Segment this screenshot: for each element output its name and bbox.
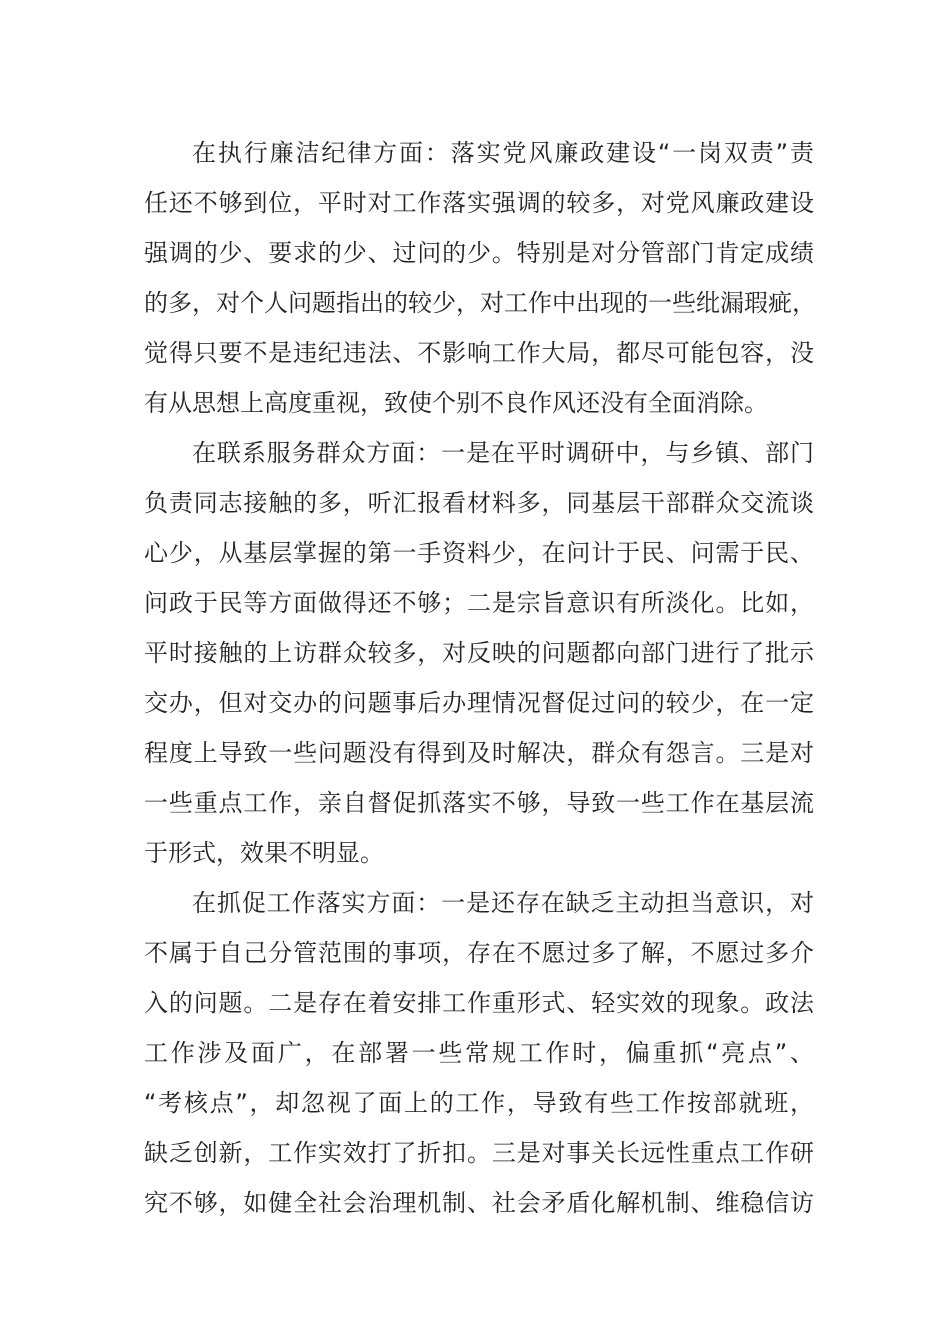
paragraph-line: 在抓促工作落实方面：一是还存在缺乏主动担当意识，对 (192, 889, 814, 917)
paragraph-work-implementation (144, 878, 814, 1228)
paragraph-line: “考核点”，却忽视了面上的工作，导致有些工作按部就班， (144, 1089, 814, 1117)
paragraph-line: 觉得只要不是违纪违法、不影响工作大局，都尽可能包容，没 (144, 339, 814, 367)
document-body (144, 128, 814, 1228)
paragraph-line: 平时接触的上访群众较多，对反映的问题都向部门进行了批示 (144, 639, 814, 667)
paragraph-line: 缺乏创新，工作实效打了折扣。三是对事关长远性重点工作研 (144, 1139, 814, 1167)
paragraph-line: 负责同志接触的多，听汇报看材料多，同基层干部群众交流谈 (144, 489, 814, 517)
paragraph-line: 问政于民等方面做得还不够；二是宗旨意识有所淡化。比如， (144, 589, 814, 617)
paragraph-line: 程度上导致一些问题没有得到及时解决，群众有怨言。三是对 (144, 739, 814, 767)
paragraph-line: 于形式，效果不明显。 (144, 839, 384, 867)
paragraph-line: 强调的少、要求的少、过问的少。特别是对分管部门肯定成绩 (144, 239, 814, 267)
paragraph-line: 在联系服务群众方面：一是在平时调研中，与乡镇、部门 (192, 439, 814, 467)
paragraph-line: 任还不够到位，平时对工作落实强调的较多，对党风廉政建设 (144, 189, 814, 217)
paragraph-line: 在执行廉洁纪律方面：落实党风廉政建设“一岗双责”责 (192, 139, 814, 167)
paragraph-line: 心少，从基层掌握的第一手资料少，在问计于民、问需于民、 (144, 539, 814, 567)
paragraph-line: 工作涉及面广，在部署一些常规工作时，偏重抓“亮点”、 (144, 1039, 814, 1067)
paragraph-line: 不属于自己分管范围的事项，存在不愿过多了解，不愿过多介 (144, 939, 814, 967)
paragraph-line: 究不够，如健全社会治理机制、社会矛盾化解机制、维稳信访 (144, 1189, 814, 1217)
paragraph-line: 的多，对个人问题指出的较少，对工作中出现的一些纰漏瑕疵， (144, 289, 816, 317)
paragraph-line: 有从思想上高度重视，致使个别不良作风还没有全面消除。 (144, 389, 768, 417)
paragraph-line: 交办，但对交办的问题事后办理情况督促过问的较少，在一定 (144, 689, 814, 717)
paragraph-integrity-discipline (144, 128, 814, 428)
paragraph-line: 一些重点工作，亲自督促抓落实不够，导致一些工作在基层流 (144, 789, 814, 817)
paragraph-line: 入的问题。二是存在着安排工作重形式、轻实效的现象。政法 (144, 989, 814, 1017)
paragraph-serving-public (144, 428, 814, 878)
